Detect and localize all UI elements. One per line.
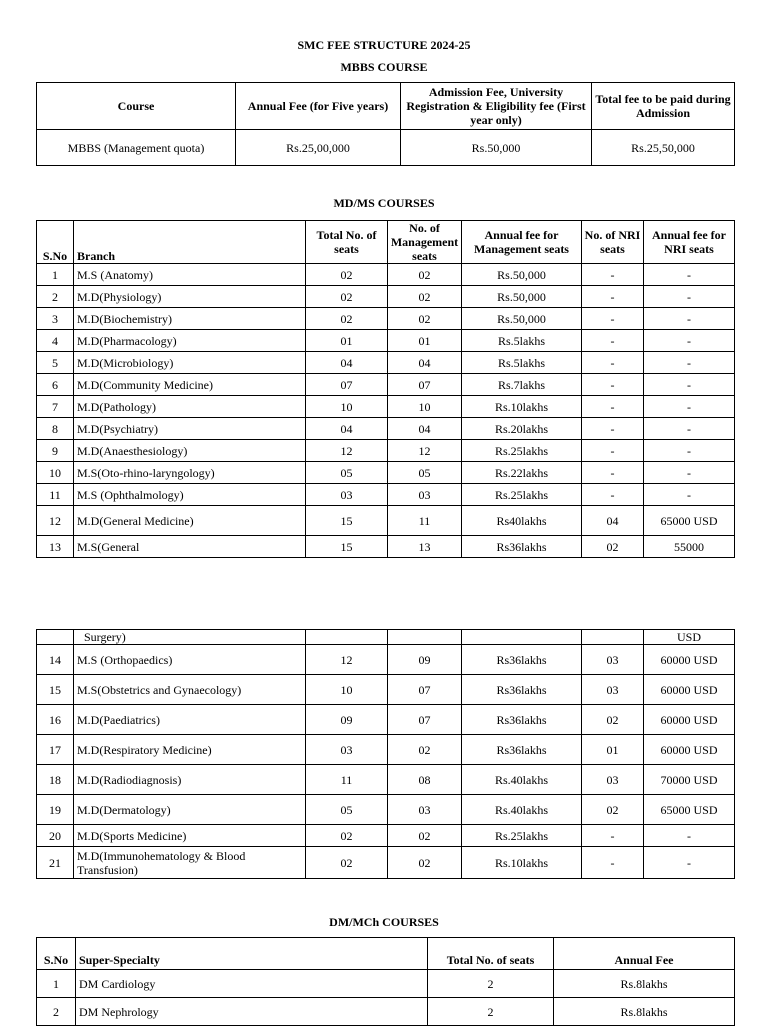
mbbs-course: MBBS (Management quota) <box>37 130 236 166</box>
total-seats-cell: 10 <box>306 396 388 418</box>
nri-fee-cell-continued: USD <box>644 630 735 645</box>
nri-seats-cell: - <box>582 825 644 847</box>
nri-seats-cell: - <box>582 418 644 440</box>
nri-fee-cell: - <box>644 330 735 352</box>
total-seats-cell: 01 <box>306 330 388 352</box>
nri-fee-cell: - <box>644 484 735 506</box>
mdms-col-mgmt-seats: No. of Management seats <box>388 221 462 264</box>
total-seats-cell: 11 <box>306 765 388 795</box>
branch-cell: M.D(Pharmacology) <box>74 330 306 352</box>
mgmt-seats-cell: 02 <box>388 308 462 330</box>
sno-cell: 12 <box>37 506 74 536</box>
nri-fee-cell: - <box>644 440 735 462</box>
branch-cell: M.D(Physiology) <box>74 286 306 308</box>
nri-seats-cell: 02 <box>582 536 644 558</box>
table-row <box>37 506 735 536</box>
nri-fee-cell: - <box>644 374 735 396</box>
branch-cell: M.D(Respiratory Medicine) <box>74 735 306 765</box>
mgmt-seats-cell: 02 <box>388 286 462 308</box>
table-row <box>37 536 735 558</box>
nri-seats-cell: - <box>582 462 644 484</box>
total-seats-cell: 02 <box>306 286 388 308</box>
sno-cell: 13 <box>37 536 74 558</box>
mgmt-fee-cell: Rs36lakhs <box>462 705 582 735</box>
table-row <box>37 795 735 825</box>
dm-col-specialty: Super-Specialty <box>76 938 428 970</box>
nri-seats-cell: 02 <box>582 705 644 735</box>
table-row <box>37 645 735 675</box>
nri-fee-cell: - <box>644 825 735 847</box>
table-row <box>37 418 735 440</box>
sno-cell: 20 <box>37 825 74 847</box>
mgmt-fee-cell: Rs.50,000 <box>462 308 582 330</box>
sno-cell: 5 <box>37 352 74 374</box>
branch-cell: M.S(General <box>74 536 306 558</box>
nri-seats-cell: - <box>582 352 644 374</box>
mdms-table-part2 <box>36 629 735 879</box>
table-row <box>37 825 735 847</box>
table-row <box>37 705 735 735</box>
nri-seats-cell: - <box>582 396 644 418</box>
mgmt-fee-cell: Rs.40lakhs <box>462 765 582 795</box>
sno-cell: 16 <box>37 705 74 735</box>
table-row <box>37 330 735 352</box>
total-seats-cell: 05 <box>306 462 388 484</box>
mbbs-col-course: Course <box>37 83 236 130</box>
sno-cell: 10 <box>37 462 74 484</box>
sno-cell: 18 <box>37 765 74 795</box>
mgmt-fee-cell: Rs.5lakhs <box>462 330 582 352</box>
mgmt-fee-cell: Rs.10lakhs <box>462 396 582 418</box>
nri-fee-cell: 60000 USD <box>644 645 735 675</box>
dmmch-heading: DM/MCh COURSES <box>329 915 439 929</box>
mbbs-admission-fee: Rs.50,000 <box>401 130 592 166</box>
table-row <box>37 264 735 286</box>
table-row-continued <box>37 630 735 645</box>
mbbs-annual-fee: Rs.25,00,000 <box>236 130 401 166</box>
table-row <box>37 130 735 166</box>
dm-sno-cell: 1 <box>37 970 76 998</box>
mgmt-fee-cell: Rs.7lakhs <box>462 374 582 396</box>
branch-cell: M.D(Dermatology) <box>74 795 306 825</box>
dm-fee-cell: Rs.8lakhs <box>554 970 735 998</box>
sno-cell: 9 <box>37 440 74 462</box>
nri-fee-cell: - <box>644 264 735 286</box>
nri-fee-cell: 60000 USD <box>644 705 735 735</box>
dm-col-fee: Annual Fee <box>554 938 735 970</box>
mbbs-table <box>36 82 735 166</box>
nri-fee-cell: - <box>644 286 735 308</box>
mdms-col-nri-seats: No. of NRI seats <box>582 221 644 264</box>
mgmt-seats-cell: 03 <box>388 795 462 825</box>
branch-cell: M.D(Anaesthesiology) <box>74 440 306 462</box>
total-seats-cell: 12 <box>306 645 388 675</box>
nri-seats-cell: - <box>582 847 644 879</box>
table-row <box>37 675 735 705</box>
nri-seats-cell: 03 <box>582 675 644 705</box>
nri-fee-cell: - <box>644 396 735 418</box>
branch-cell: M.S(Obstetrics and Gynaecology) <box>74 675 306 705</box>
total-seats-cell: 03 <box>306 735 388 765</box>
mgmt-seats-cell: 02 <box>388 825 462 847</box>
branch-cell: M.D(Pathology) <box>74 396 306 418</box>
dm-col-seats: Total No. of seats <box>428 938 554 970</box>
branch-cell: M.D(Psychiatry) <box>74 418 306 440</box>
nri-fee-cell: 70000 USD <box>644 765 735 795</box>
nri-seats-cell: 01 <box>582 735 644 765</box>
mgmt-fee-cell: Rs36lakhs <box>462 735 582 765</box>
mgmt-seats-cell: 07 <box>388 374 462 396</box>
total-seats-cell: 15 <box>306 536 388 558</box>
total-seats-cell: 02 <box>306 264 388 286</box>
table-row <box>37 735 735 765</box>
mgmt-seats-cell: 05 <box>388 462 462 484</box>
mgmt-seats-cell: 04 <box>388 418 462 440</box>
total-seats-cell: 03 <box>306 484 388 506</box>
dm-col-sno: S.No <box>37 938 76 970</box>
total-seats-cell: 15 <box>306 506 388 536</box>
mgmt-fee-cell: Rs36lakhs <box>462 675 582 705</box>
dmmch-table <box>36 937 735 1026</box>
branch-cell: M.D(Radiodiagnosis) <box>74 765 306 795</box>
mgmt-fee-cell: Rs36lakhs <box>462 645 582 675</box>
branch-cell: M.D(Paediatrics) <box>74 705 306 735</box>
mgmt-seats-cell: 12 <box>388 440 462 462</box>
total-seats-cell: 02 <box>306 308 388 330</box>
mgmt-fee-cell: Rs.22lakhs <box>462 462 582 484</box>
mgmt-seats-cell: 02 <box>388 847 462 879</box>
table-row <box>37 308 735 330</box>
mgmt-seats-cell: 02 <box>388 735 462 765</box>
mgmt-seats-cell: 07 <box>388 675 462 705</box>
nri-seats-cell: - <box>582 440 644 462</box>
mgmt-fee-cell: Rs40lakhs <box>462 506 582 536</box>
branch-cell: M.D(Immunohematology & Blood Transfusion) <box>74 847 306 879</box>
table-row <box>37 847 735 879</box>
branch-cell-continued: Surgery) <box>74 630 306 645</box>
total-seats-cell: 04 <box>306 418 388 440</box>
nri-seats-cell: 03 <box>582 765 644 795</box>
mbbs-col-annual-fee: Annual Fee (for Five years) <box>236 83 401 130</box>
mgmt-fee-cell: Rs.50,000 <box>462 286 582 308</box>
mgmt-seats-cell: 07 <box>388 705 462 735</box>
mgmt-fee-cell: Rs.5lakhs <box>462 352 582 374</box>
nri-fee-cell: 60000 USD <box>644 675 735 705</box>
mgmt-seats-cell: 03 <box>388 484 462 506</box>
mgmt-seats-cell: 13 <box>388 536 462 558</box>
total-seats-cell: 07 <box>306 374 388 396</box>
branch-cell: M.S (Anatomy) <box>74 264 306 286</box>
nri-fee-cell: - <box>644 308 735 330</box>
nri-seats-cell: - <box>582 484 644 506</box>
dm-seats-cell: 2 <box>428 970 554 998</box>
nri-fee-cell: - <box>644 847 735 879</box>
table-row <box>37 765 735 795</box>
sno-cell: 7 <box>37 396 74 418</box>
nri-seats-cell: 04 <box>582 506 644 536</box>
sno-cell: 19 <box>37 795 74 825</box>
table-row <box>37 462 735 484</box>
total-seats-cell: 05 <box>306 795 388 825</box>
dm-seats-cell: 2 <box>428 998 554 1026</box>
nri-seats-cell: - <box>582 264 644 286</box>
total-seats-cell: 04 <box>306 352 388 374</box>
sno-cell: 2 <box>37 286 74 308</box>
total-seats-cell: 12 <box>306 440 388 462</box>
mdms-col-sno: S.No <box>37 221 74 264</box>
sno-cell: 6 <box>37 374 74 396</box>
nri-seats-cell: 03 <box>582 645 644 675</box>
mdms-table-part1 <box>36 220 735 558</box>
dm-specialty-cell: DM Nephrology <box>76 998 428 1026</box>
sno-cell: 3 <box>37 308 74 330</box>
mgmt-fee-cell: Rs.10lakhs <box>462 847 582 879</box>
mgmt-seats-cell: 11 <box>388 506 462 536</box>
mbbs-total-fee: Rs.25,50,000 <box>592 130 735 166</box>
mgmt-seats-cell: 04 <box>388 352 462 374</box>
nri-seats-cell: - <box>582 374 644 396</box>
table-row <box>37 374 735 396</box>
mdms-col-branch: Branch <box>74 221 306 264</box>
nri-fee-cell: - <box>644 418 735 440</box>
mdms-heading: MD/MS COURSES <box>333 196 435 210</box>
nri-fee-cell: 65000 USD <box>644 506 735 536</box>
mgmt-fee-cell: Rs.25lakhs <box>462 484 582 506</box>
branch-cell: M.D(Microbiology) <box>74 352 306 374</box>
mgmt-seats-cell: 01 <box>388 330 462 352</box>
dm-sno-cell: 2 <box>37 998 76 1026</box>
sno-cell: 14 <box>37 645 74 675</box>
mbbs-col-admission-fee: Admission Fee, University Registration & Eligibility fee (First year only) <box>401 83 592 130</box>
nri-fee-cell: 60000 USD <box>644 735 735 765</box>
nri-fee-cell: - <box>644 352 735 374</box>
sno-cell: 1 <box>37 264 74 286</box>
branch-cell: M.S (Orthopaedics) <box>74 645 306 675</box>
mgmt-seats-cell: 10 <box>388 396 462 418</box>
table-row <box>37 396 735 418</box>
mdms-col-total-seats: Total No. of seats <box>306 221 388 264</box>
branch-cell: M.D(Sports Medicine) <box>74 825 306 847</box>
branch-cell: M.D(General Medicine) <box>74 506 306 536</box>
mgmt-fee-cell: Rs.40lakhs <box>462 795 582 825</box>
total-seats-cell: 02 <box>306 825 388 847</box>
mgmt-fee-cell: Rs.20lakhs <box>462 418 582 440</box>
branch-cell: M.S (Ophthalmology) <box>74 484 306 506</box>
mdms-col-nri-fee: Annual fee for NRI seats <box>644 221 735 264</box>
mgmt-seats-cell: 02 <box>388 264 462 286</box>
mbbs-heading: MBBS COURSE <box>340 60 428 74</box>
table-row <box>37 286 735 308</box>
dm-specialty-cell: DM Cardiology <box>76 970 428 998</box>
mgmt-fee-cell: Rs.25lakhs <box>462 825 582 847</box>
sno-cell: 8 <box>37 418 74 440</box>
branch-cell: M.D(Biochemistry) <box>74 308 306 330</box>
nri-seats-cell: 02 <box>582 795 644 825</box>
nri-seats-cell: - <box>582 308 644 330</box>
total-seats-cell: 02 <box>306 847 388 879</box>
table-row <box>37 998 735 1026</box>
mdms-col-mgmt-fee: Annual fee for Management seats <box>462 221 582 264</box>
page-title: SMC FEE STRUCTURE 2024-25 <box>297 38 471 52</box>
mgmt-seats-cell: 09 <box>388 645 462 675</box>
nri-fee-cell: - <box>644 462 735 484</box>
nri-fee-cell: 55000 <box>644 536 735 558</box>
mgmt-seats-cell: 08 <box>388 765 462 795</box>
mbbs-col-total-fee: Total fee to be paid during Admission <box>592 83 735 130</box>
branch-cell: M.D(Community Medicine) <box>74 374 306 396</box>
mgmt-fee-cell: Rs.50,000 <box>462 264 582 286</box>
branch-cell: M.S(Oto-rhino-laryngology) <box>74 462 306 484</box>
nri-seats-cell: - <box>582 330 644 352</box>
sno-cell: 11 <box>37 484 74 506</box>
sno-cell: 15 <box>37 675 74 705</box>
total-seats-cell: 10 <box>306 675 388 705</box>
table-row <box>37 440 735 462</box>
dm-fee-cell: Rs.8lakhs <box>554 998 735 1026</box>
mgmt-fee-cell: Rs.25lakhs <box>462 440 582 462</box>
total-seats-cell: 09 <box>306 705 388 735</box>
table-row <box>37 352 735 374</box>
table-row <box>37 970 735 998</box>
nri-seats-cell: - <box>582 286 644 308</box>
sno-cell: 21 <box>37 847 74 879</box>
mgmt-fee-cell: Rs36lakhs <box>462 536 582 558</box>
sno-cell: 17 <box>37 735 74 765</box>
sno-cell: 4 <box>37 330 74 352</box>
nri-fee-cell: 65000 USD <box>644 795 735 825</box>
table-row <box>37 484 735 506</box>
